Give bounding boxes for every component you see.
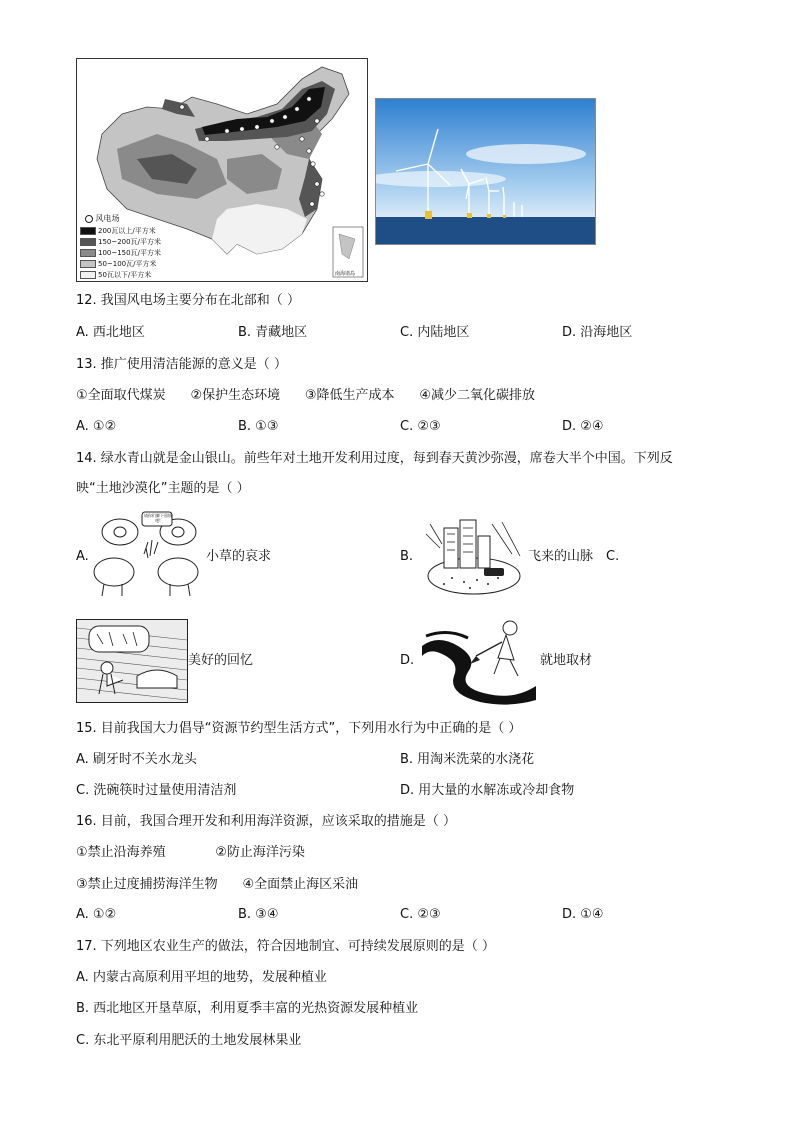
circle-icon <box>85 215 93 223</box>
sheep-cartoon-image <box>92 510 204 600</box>
q12-option-b[interactable]: B. 青藏地区 <box>238 325 308 340</box>
q16-items-line2: ③禁止过度捕捞海洋生物 ④全面禁止海区采油 <box>76 877 359 892</box>
legend-item <box>80 227 156 236</box>
q14-option-c-letter[interactable]: C. <box>606 549 620 564</box>
legend-label: 50瓦以下/平方米 <box>98 271 152 279</box>
q14-option-d-caption: 就地取材 <box>540 653 593 668</box>
q13-items: ①全面取代煤炭 ②保护生态环境 ③降低生产成本 ④减少二氧化碳排放 <box>76 388 535 403</box>
cartoon-grass-plea[interactable] <box>92 510 204 600</box>
q12-option-d[interactable]: D. 沿海地区 <box>562 325 633 340</box>
legend-label: 50~100瓦/平方米 <box>98 260 157 268</box>
q16-option-c[interactable]: C. ②③ <box>400 907 441 922</box>
q16-option-d[interactable]: D. ①④ <box>562 907 604 922</box>
q13-stem: 13. 推广使用清洁能源的意义是（ ） <box>76 357 287 372</box>
q15-option-a[interactable]: A. 刷牙时不关水龙头 <box>76 752 197 767</box>
q16-option-b[interactable]: B. ③④ <box>238 907 279 922</box>
inset-label: 南海诸岛 <box>335 271 356 277</box>
speech-bubble-text: 请你们脚下留情吧! <box>144 513 172 523</box>
q13-option-d[interactable]: D. ②④ <box>562 419 604 434</box>
q17-option-b[interactable]: B. 西北地区开垦草原，利用夏季丰富的光热资源发展种植业 <box>76 1001 419 1016</box>
q12-stem: 12. 我国风电场主要分布在北部和（ ） <box>76 293 300 308</box>
legend-title <box>85 213 120 224</box>
legend-label: 200瓦以上/平方米 <box>98 227 156 235</box>
q16-items-line1: ①禁止沿海养殖 ②防止海洋污染 <box>76 845 305 860</box>
cartoon-local-materials[interactable] <box>418 616 540 706</box>
legend-swatch <box>80 249 96 257</box>
offshore-wind-photo <box>375 98 596 245</box>
q16-stem: 16. 目前，我国合理开发和利用海洋资源，应该采取的措施是（ ） <box>76 814 456 829</box>
city-sand-cartoon-image <box>422 514 528 598</box>
q15-stem: 15. 目前我国大力倡导“资源节约型生活方式”，下列用水行为中正确的是（ ） <box>76 721 522 736</box>
q13-option-b[interactable]: B. ①③ <box>238 419 279 434</box>
legend-swatch <box>80 238 96 246</box>
legend-item <box>80 249 161 258</box>
q14-stem-line2: 映“土地沙漠化”主题的是（ ） <box>76 481 250 496</box>
q14-option-b-letter[interactable]: B. <box>400 549 414 564</box>
wind-turbine-image <box>376 99 595 244</box>
q15-option-d[interactable]: D. 用大量的水解冻或冷却食物 <box>400 783 575 798</box>
q12-option-a[interactable]: A. 西北地区 <box>76 325 145 340</box>
china-map-shading <box>77 59 367 281</box>
wind-energy-map <box>76 58 368 282</box>
q17-option-c[interactable]: C. 东北平原利用肥沃的土地发展林果业 <box>76 1033 302 1048</box>
q17-option-a[interactable]: A. 内蒙古高原利用平坦的地势，发展种植业 <box>76 970 327 985</box>
q14-option-a-caption: 小草的哀求 <box>206 549 272 564</box>
legend-label: 150~200瓦/平方米 <box>98 238 161 246</box>
q14-option-d-letter[interactable]: D. <box>400 653 415 668</box>
q14-option-b-caption: 飞来的山脉 <box>528 549 594 564</box>
q13-option-a[interactable]: A. ①② <box>76 419 117 434</box>
legend-swatch <box>80 271 96 279</box>
q14-stem-line1: 14. 绿水青山就是金山银山。前些年对土地开发利用过度，每到春天黄沙弥漫，席卷大半个中国。下列反 <box>76 451 673 466</box>
legend-item <box>80 238 161 247</box>
legend-item <box>80 260 157 269</box>
q14-option-c-caption: 美好的回忆 <box>188 653 254 668</box>
legend-swatch <box>80 260 96 268</box>
legend-label: 100~150瓦/平方米 <box>98 249 161 257</box>
q14-option-a-letter[interactable]: A. <box>76 549 89 564</box>
q17-stem: 17. 下列地区农业生产的做法，符合因地制宜、可持续发展原则的是（ ） <box>76 939 495 954</box>
sandstorm-cartoon-image <box>77 620 187 702</box>
cartoon-good-memories[interactable] <box>76 619 188 703</box>
q15-option-b[interactable]: B. 用淘米洗菜的水浇花 <box>400 752 535 767</box>
q15-option-c[interactable]: C. 洗碗筷时过量使用清洁剂 <box>76 783 237 798</box>
legend-swatch <box>80 227 96 235</box>
legend-title-text: 风电场 <box>95 214 120 223</box>
q16-option-a[interactable]: A. ①② <box>76 907 117 922</box>
q13-option-c[interactable]: C. ②③ <box>400 419 441 434</box>
river-cartoon-image <box>418 616 540 706</box>
legend-item <box>80 271 151 280</box>
q12-option-c[interactable]: C. 内陆地区 <box>400 325 470 340</box>
cartoon-flying-mountain[interactable] <box>422 514 528 598</box>
